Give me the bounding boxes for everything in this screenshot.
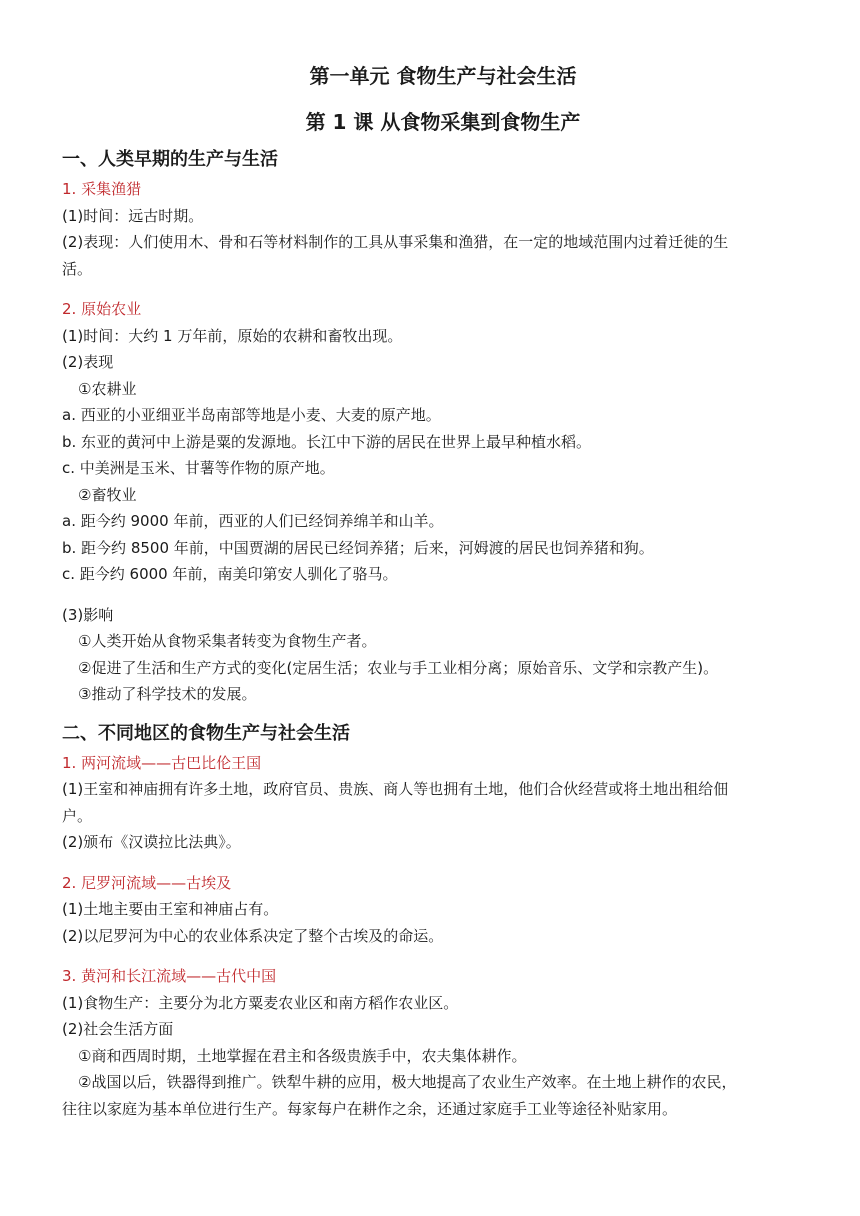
paragraph: (1)王室和神庙拥有许多土地，政府官员、贵族、商人等也拥有土地，他们合伙经营或将土地出租给佃 [62,780,729,798]
subsection-heading-egypt: 2. 尼罗河流域——古埃及 [62,873,232,892]
paragraph: (2)表现 [62,353,114,371]
subsection-heading-mesopotamia: 1. 两河流域——古巴比伦王国 [62,753,262,772]
subsection-heading-primitive-agriculture: 2. 原始农业 [62,300,142,318]
document-page [62,60,824,1122]
paragraph: (2)颁布《汉谟拉比法典》。 [62,833,241,851]
paragraph: (1)时间：大约 1 万年前，原始的农耕和畜牧出现。 [62,326,403,345]
list-item: ②战国以后，铁器得到推广。铁犁牛耕的应用，极大地提高了农业生产效率。在土地上耕作的农民， [78,1073,737,1091]
list-item: ③推动了科学技术的发展。 [78,685,257,703]
paragraph: (2)社会生活方面 [62,1020,174,1038]
list-item: ①农耕业 [78,379,137,398]
list-item: a. 西亚的小亚细亚半岛南部等地是小麦、大麦的原产地。 [62,406,441,424]
paragraph: (2)以尼罗河为中心的农业体系决定了整个古埃及的命运。 [62,926,444,945]
section-heading-1: 一、人类早期的生产与生活 [62,149,278,170]
list-item: c. 距今约 6000 年前，南美印第安人驯化了骆马。 [62,565,398,583]
unit-title: 第一单元 食物生产与社会生活 [309,64,577,88]
lesson-title: 第 1 课 从食物采集到食物生产 [305,110,581,134]
paragraph: (1)土地主要由王室和神庙占有。 [62,900,279,918]
paragraph: 户。 [62,806,93,825]
list-item: b. 距今约 8500 年前，中国贾湖的居民已经饲养猪；后来，河姆渡的居民也饲养猪和狗。 [62,538,654,557]
list-item: ①人类开始从食物采集者转变为食物生产者。 [78,632,377,650]
subsection-heading-gathering: 1. 采集渔猎 [62,180,142,198]
paragraph: (3)影响 [62,605,114,624]
paragraph: (1)食物生产：主要分为北方粟麦农业区和南方稻作农业区。 [62,993,459,1012]
list-item: c. 中美洲是玉米、甘薯等作物的原产地。 [62,459,335,477]
section-heading-2: 二、不同地区的食物生产与社会生活 [62,722,350,744]
list-item: a. 距今约 9000 年前，西亚的人们已经饲养绵羊和山羊。 [62,512,444,530]
list-item: 往往以家庭为基本单位进行生产。每家每户在耕作之余，还通过家庭手工业等途径补贴家用。 [62,1099,678,1118]
list-item: ②畜牧业 [78,485,137,504]
list-item: b. 东亚的黄河中上游是粟的发源地。长江中下游的居民在世界上最早种植水稻。 [62,432,592,451]
paragraph: 活。 [62,259,93,278]
subsection-heading-china: 3. 黄河和长江流域——古代中国 [62,967,277,985]
list-item: ①商和西周时期，土地掌握在君主和各级贵族手中，农夫集体耕作。 [78,1046,527,1065]
paragraph: (1)时间：远古时期。 [62,206,204,225]
paragraph: (2)表现：人们使用木、骨和石等材料制作的工具从事采集和渔猎，在一定的地域范围内过着迁徙的生 [62,233,729,251]
list-item: ②促进了生活和生产方式的变化(定居生活；农业与手工业相分离；原始音乐、文学和宗教产生)。 [78,658,719,677]
